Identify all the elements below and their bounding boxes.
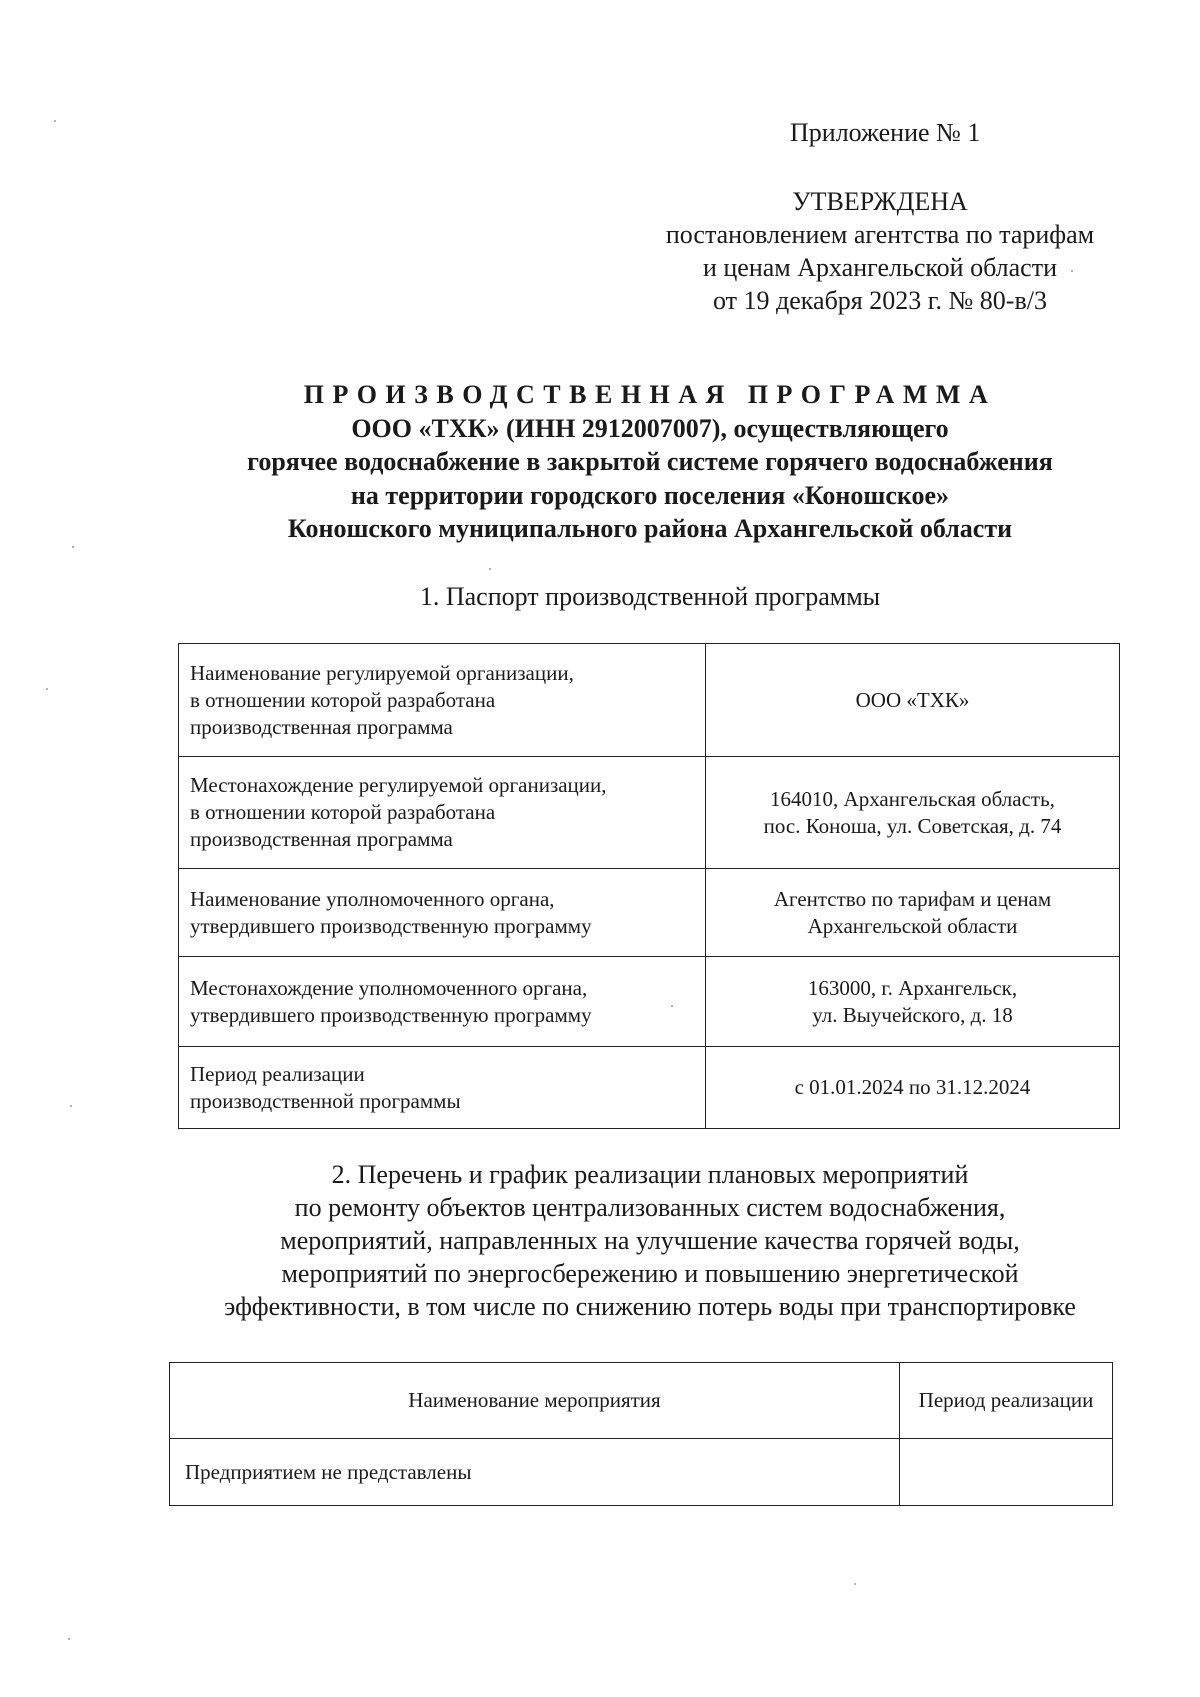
scan-speck xyxy=(70,1105,72,1107)
label-line: Наименование уполномоченного органа, xyxy=(190,886,555,911)
scan-speck xyxy=(489,568,491,570)
value-line: ООО «ТХК» xyxy=(855,687,970,712)
approval-block xyxy=(630,185,1130,317)
value-line: 164010, Архангельская область, xyxy=(770,786,1055,811)
label-line: производственная программа xyxy=(190,827,453,851)
heading-line: мероприятий по энергосбережению и повышению энергетической xyxy=(281,1259,1019,1288)
events-header-row xyxy=(170,1363,1113,1439)
scan-speck xyxy=(1071,270,1073,272)
value-line: 163000, г. Архангельск, xyxy=(807,975,1018,1000)
title-line: ПРОИЗВОДСТВЕННАЯ ПРОГРАММА xyxy=(303,380,997,409)
value-line: ул. Выучейского, д. 18 xyxy=(812,1002,1013,1027)
title-line: ООО «ТХК» (ИНН 2912007007), осуществляющего xyxy=(351,413,949,443)
heading-line: 2. Перечень и график реализации плановых мероприятий xyxy=(331,1160,969,1189)
passport-row xyxy=(179,957,1120,1047)
document-title xyxy=(130,378,1170,546)
passport-row xyxy=(179,1047,1120,1129)
passport-label xyxy=(179,957,706,1047)
table-row xyxy=(170,1439,1113,1506)
passport-row xyxy=(179,757,1120,869)
passport-row xyxy=(179,644,1120,757)
passport-value xyxy=(706,644,1120,757)
approval-line: постановлением агентства по тарифам xyxy=(665,220,1095,249)
approval-line: и ценам Архангельской области xyxy=(702,253,1058,282)
passport-table xyxy=(178,643,1120,1129)
label-line: Период реализации xyxy=(190,1061,365,1086)
value-line: пос. Коноша, ул. Советская, д. 74 xyxy=(763,813,1062,838)
passport-label xyxy=(179,1047,706,1129)
label-line: утвердившего производственную программу xyxy=(190,1002,592,1027)
heading-line: по ремонту объектов централизованных систем водоснабжения, xyxy=(294,1193,1006,1222)
section1-heading xyxy=(130,580,1170,613)
event-period-cell xyxy=(900,1439,1113,1506)
label-line: в отношении которой разработана xyxy=(190,687,496,712)
value-line: Архангельской области xyxy=(807,913,1018,938)
label-line: производственная программа xyxy=(190,714,453,739)
approved-heading: УТВЕРЖДЕНА xyxy=(792,187,968,216)
label-line: Наименование регулируемой организации, xyxy=(190,660,574,685)
scan-speck xyxy=(72,546,74,548)
event-name-cell: Предприятием не представлены xyxy=(170,1439,900,1506)
title-line: на территории городского поселения «Коношское» xyxy=(350,480,950,510)
passport-value xyxy=(706,757,1120,869)
scan-speck xyxy=(68,1638,70,1640)
events-table xyxy=(169,1362,1113,1506)
section2-heading xyxy=(130,1158,1170,1323)
approval-line: от 19 декабря 2023 г. № 80-в/3 xyxy=(713,286,1047,315)
appendix-label: Приложение № 1 xyxy=(790,118,981,147)
label-line: Местонахождение регулируемой организации, xyxy=(190,773,607,797)
scan-speck xyxy=(54,120,56,122)
scan-speck xyxy=(854,1583,856,1585)
value-line: с 01.01.2024 по 31.12.2024 xyxy=(794,1075,1031,1099)
col-header-period: Период реализации xyxy=(900,1363,1113,1439)
passport-value xyxy=(706,1047,1120,1129)
passport-label xyxy=(179,757,706,869)
label-line: производственной программы xyxy=(190,1088,461,1113)
passport-label xyxy=(179,644,706,757)
value-line: Агентство по тарифам и ценам xyxy=(773,886,1052,911)
col-header-name: Наименование мероприятия xyxy=(170,1363,900,1439)
scan-speck xyxy=(671,1005,673,1007)
heading-line: мероприятий, направленных на улучшение качества горячей воды, xyxy=(280,1226,1020,1255)
title-line: Коношского муниципального района Архангельской области xyxy=(287,514,1013,543)
label-line: Местонахождение уполномоченного органа, xyxy=(190,975,588,1000)
label-line: в отношении которой разработана xyxy=(190,800,496,824)
scan-speck xyxy=(46,688,48,690)
passport-label xyxy=(179,869,706,957)
title-line: горячее водоснабжение в закрытой системе горячего водоснабжения xyxy=(247,447,1053,476)
passport-value xyxy=(706,957,1120,1047)
section1-heading-text: 1. Паспорт производственной программы xyxy=(419,582,881,611)
heading-line: эффективности, в том числе по снижению потерь воды при транспортировке xyxy=(224,1292,1076,1321)
label-line: утвердившего производственную программу xyxy=(190,913,592,938)
passport-value xyxy=(706,869,1120,957)
passport-row xyxy=(179,869,1120,957)
